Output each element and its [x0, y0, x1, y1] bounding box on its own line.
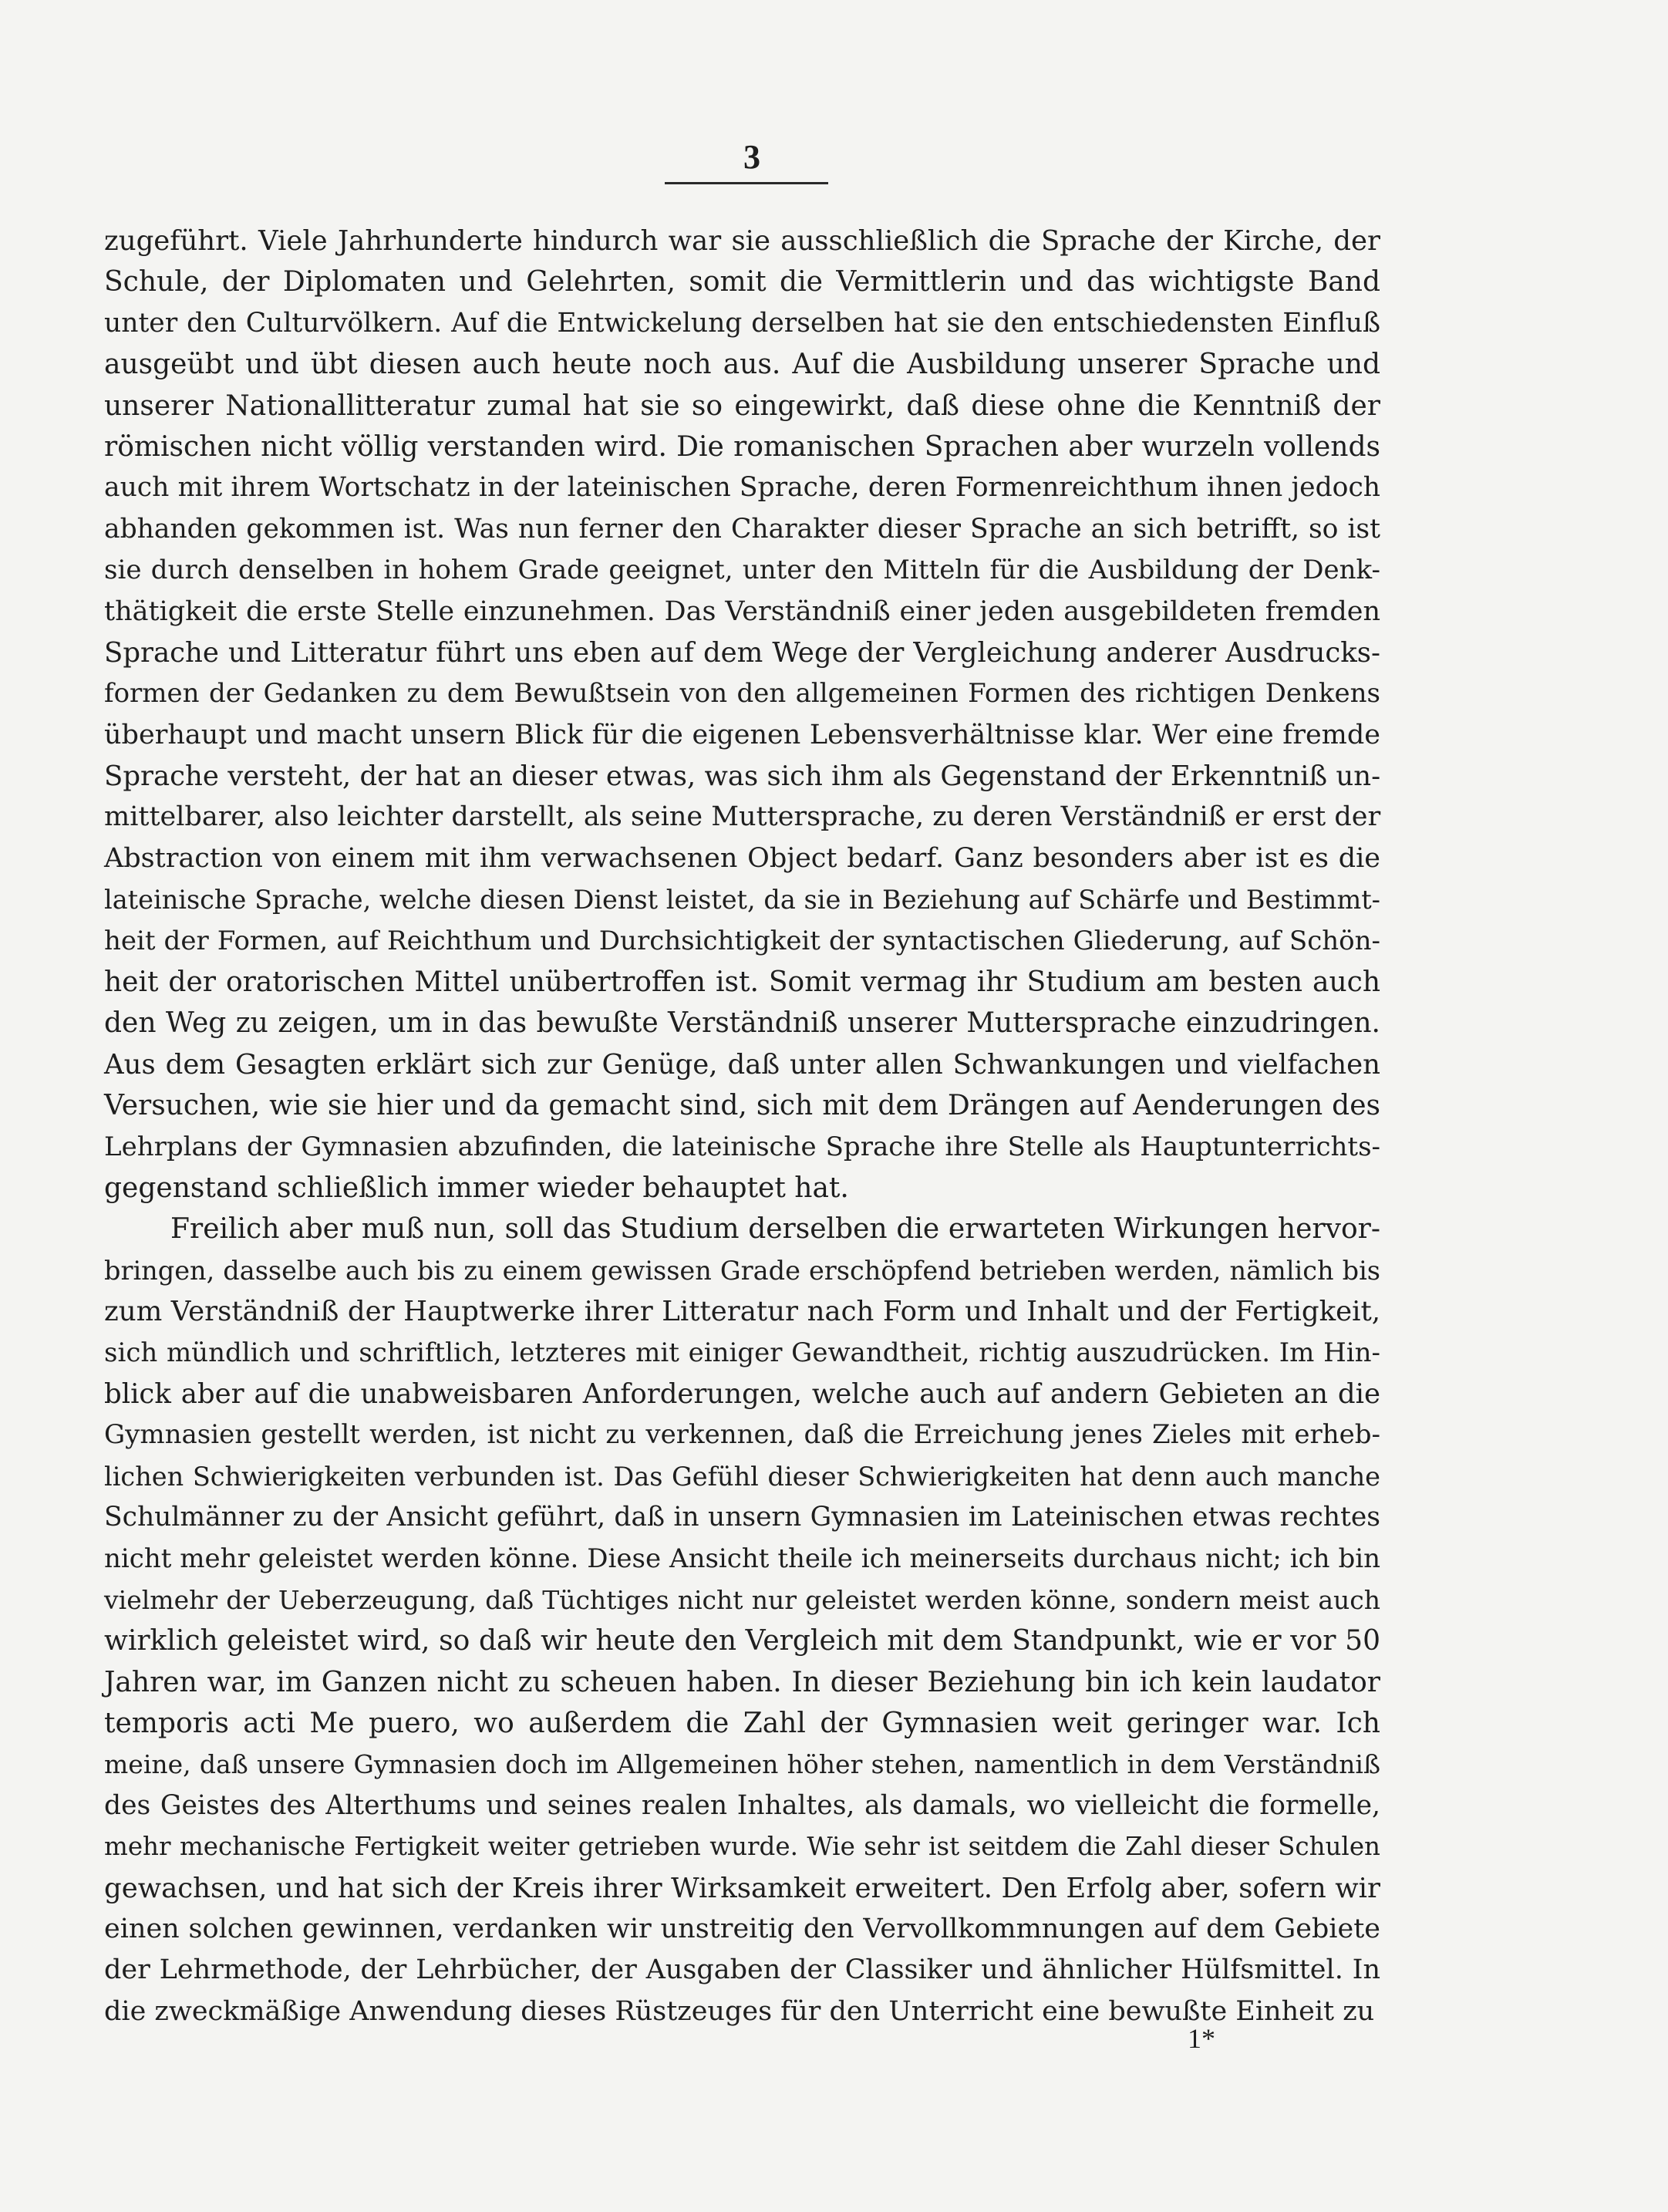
text-line: meine, daß unsere Gymnasien doch im Allgemeinen höher stehen, namentlich in dem Verständniß	[104, 1749, 1380, 1780]
text-line: auch mit ihrem Wortschatz in der lateinischen Sprache, deren Formenreichthum ihnen jedoch	[104, 472, 1380, 504]
text-line: Sprache und Litteratur führt uns eben auf dem Wege der Vergleichung anderer Ausdrucks-	[104, 636, 1380, 669]
text-line: gegenstand schließlich immer wieder behauptet hat.	[104, 1172, 849, 1204]
text-line: zugeführt. Viele Jahrhunderte hindurch war sie ausschließlich die Sprache der Kirche, der	[104, 225, 1380, 257]
paragraph-2	[104, 1209, 1380, 2032]
header-rule	[665, 182, 828, 184]
text-line: thätigkeit die erste Stelle einzunehmen. Das Verständniß einer jeden ausgebildeten fremden	[104, 595, 1380, 627]
text-line: Versuchen, wie sie hier und da gemacht sind, sich mit dem Drängen auf Aenderungen des	[104, 1090, 1380, 1122]
text-line: mehr mechanische Fertigkeit weiter getrieben wurde. Wie sehr ist seitdem die Zahl dieser Schulen	[104, 1832, 1380, 1862]
text-line: blick aber auf die unabweisbaren Anforderungen, welche auch auf andern Gebieten an die	[104, 1377, 1380, 1410]
page-number: 3	[743, 138, 760, 176]
body-text	[104, 221, 1380, 2032]
text-line: mittelbarer, also leichter darstellt, als seine Muttersprache, zu deren Verständniß er erst der	[104, 801, 1381, 833]
text-line: lateinische Sprache, welche diesen Dienst leistet, da sie in Beziehung auf Schärfe und Bestimmt-	[104, 885, 1380, 915]
text-line: unserer Nationallitteratur zumal hat sie so eingewirkt, daß diese ohne die Kenntniß der	[104, 389, 1380, 422]
text-line: Aus dem Gesagten erklärt sich zur Genüge, daß unter allen Schwankungen und vielfachen	[104, 1048, 1380, 1081]
text-line: sich mündlich und schriftlich, letzteres mit einiger Gewandtheit, richtig auszudrücken. Im Hin-	[104, 1337, 1380, 1368]
text-line: nicht mehr geleistet werden könne. Diese Ansicht theile ich meinerseits durchaus nicht; ich bin	[104, 1543, 1380, 1574]
text-line: Schule, der Diplomaten und Gelehrten, somit die Vermittlerin und das wichtigste Band	[104, 266, 1380, 298]
text-line: den Weg zu zeigen, um in das bewußte Verständniß unserer Muttersprache einzudringen.	[104, 1007, 1380, 1040]
text-line: Freilich aber muß nun, soll das Studium derselben die erwarteten Wirkungen hervor-	[170, 1213, 1380, 1246]
text-line: zum Verständniß der Hauptwerke ihrer Litteratur nach Form und Inhalt und der Fertigkeit,	[104, 1296, 1380, 1328]
text-line: Gymnasien gestellt werden, ist nicht zu verkennen, daß die Erreichung jenes Zieles mit erheb-	[104, 1419, 1380, 1451]
text-line: lichen Schwierigkeiten verbunden ist. Das Gefühl dieser Schwierigkeiten hat denn auch manche	[104, 1461, 1380, 1492]
text-line: gewachsen, und hat sich der Kreis ihrer Wirksamkeit erweitert. Den Erfolg aber, sofern wir	[104, 1872, 1380, 1904]
text-line: überhaupt und macht unsern Blick für die eigenen Lebensverhältnisse klar. Wer eine fremde	[104, 719, 1380, 750]
text-line: die zweckmäßige Anwendung dieses Rüstzeuges für den Unterricht eine bewußte Einheit zu	[104, 1995, 1375, 2027]
text-line: formen der Gedanken zu dem Bewußtsein von den allgemeinen Formen des richtigen Denkens	[104, 678, 1380, 710]
text-line: der Lehrmethode, der Lehrbücher, der Ausgaben der Classiker und ähnlicher Hülfsmittel. In	[104, 1954, 1380, 1986]
text-line: Abstraction von einem mit ihm verwachsenen Object bedarf. Ganz besonders aber ist es die	[104, 842, 1380, 874]
text-line: sie durch denselben in hohem Grade geeignet, unter den Mitteln für die Ausbildung der Denk-	[104, 555, 1380, 586]
text-line: heit der Formen, auf Reichthum und Durchsichtigkeit der syntactischen Gliederung, auf Schön-	[104, 925, 1380, 956]
text-line: wirklich geleistet wird, so daß wir heute den Vergleich mit dem Standpunkt, wie er vor 50	[104, 1625, 1380, 1657]
text-line: unter den Culturvölkern. Auf die Entwickelung derselben hat sie den entschiedensten Einfluß	[104, 307, 1380, 339]
text-line: abhanden gekommen ist. Was nun ferner den Charakter dieser Sprache an sich betrifft, so ist	[104, 513, 1380, 545]
text-line: temporis acti Me puero, wo außerdem die Zahl der Gymnasien weit geringer war. Ich	[104, 1708, 1380, 1740]
text-line: des Geistes des Alterthums und seines realen Inhaltes, als damals, wo vielleicht die formelle,	[104, 1789, 1380, 1821]
text-line: einen solchen gewinnen, verdanken wir unstreitig den Vervollkommnungen auf dem Gebiete	[104, 1914, 1380, 1945]
text-line: römischen nicht völlig verstanden wird. Die romanischen Sprachen aber wurzeln vollends	[104, 430, 1380, 463]
text-line: ausgeübt und übt diesen auch heute noch aus. Auf die Ausbildung unserer Sprache und	[104, 349, 1380, 381]
paragraph-1	[104, 221, 1380, 1209]
text-line: Lehrplans der Gymnasien abzufinden, die lateinische Sprache ihre Stelle als Hauptunterrichts-	[104, 1131, 1380, 1162]
text-line: Schulmänner zu der Ansicht geführt, daß in unsern Gymnasien im Lateinischen etwas rechtes	[104, 1502, 1380, 1533]
text-line: heit der oratorischen Mittel unübertroffen ist. Somit vermag ihr Studium am besten auch	[104, 966, 1380, 999]
text-line: Sprache versteht, der hat an dieser etwas, was sich ihm als Gegenstand der Erkenntniß un-	[104, 760, 1381, 793]
text-line: bringen, dasselbe auch bis zu einem gewissen Grade erschöpfend betrieben werden, nämlich bis	[104, 1255, 1380, 1286]
signature-mark: 1*	[1188, 2023, 1215, 2054]
text-line: Jahren war, im Ganzen nicht zu scheuen haben. In dieser Beziehung bin ich kein laudator	[104, 1666, 1380, 1698]
text-line: vielmehr der Ueberzeugung, daß Tüchtiges nicht nur geleistet werden könne, sondern meist auch	[104, 1584, 1380, 1615]
